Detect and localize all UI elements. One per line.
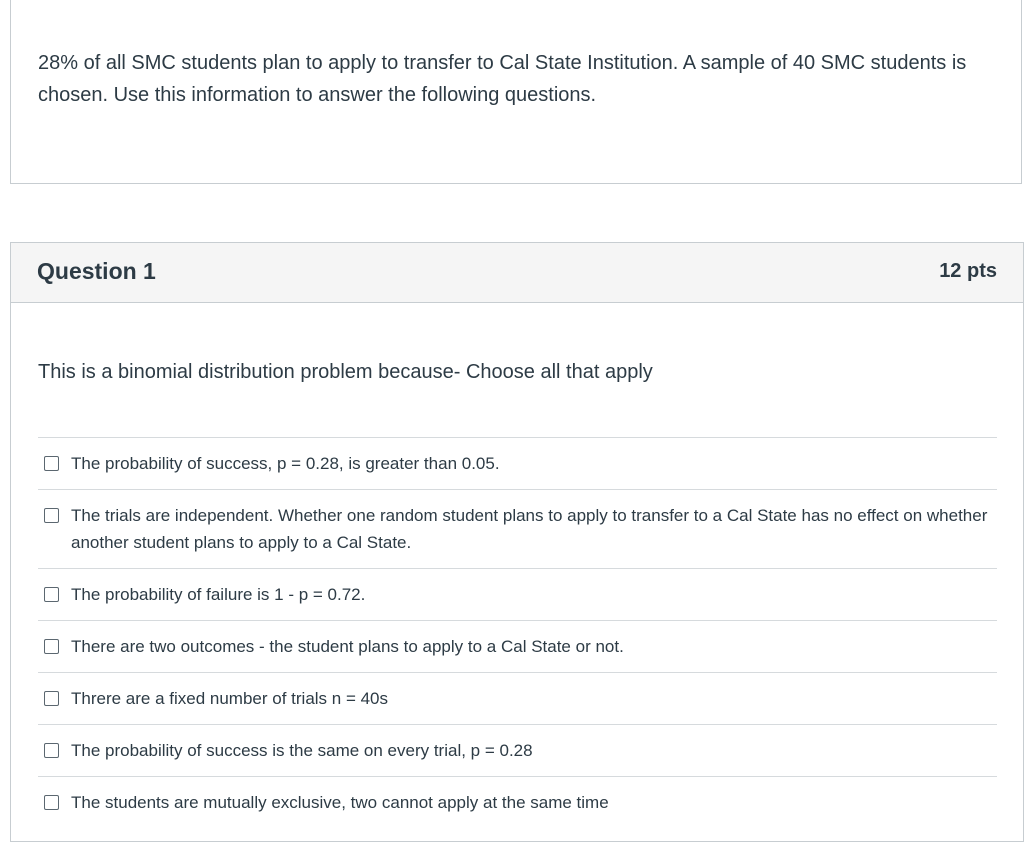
question-title: Question 1 [37,258,156,284]
answer-option[interactable] [38,776,997,828]
question-prompt: This is a binomial distribution problem because- Choose all that apply [38,361,653,383]
answer-label[interactable]: The probability of success is the same on every trial, p = 0.28 [71,741,533,760]
question-header [11,243,1023,303]
question-panel [10,242,1024,842]
checkbox[interactable] [44,587,59,602]
answer-option[interactable] [38,620,997,672]
answer-label[interactable]: There are two outcomes - the student plans to apply to a Cal State or not. [71,637,624,656]
checkbox[interactable] [44,743,59,758]
answer-option[interactable] [38,489,997,568]
checkbox[interactable] [44,639,59,654]
answer-label[interactable]: The trials are independent. Whether one random student plans to apply to transfer to a Cal State has no effect on whether another student plans to apply to a Cal State. [71,506,988,552]
stimulus-text: 28% of all SMC students plan to apply to transfer to Cal State Institution. A sample of 40 SMC students is chosen. Use this information to answer the following questions. [38,52,967,106]
answer-list [38,437,997,828]
checkbox[interactable] [44,456,59,471]
checkbox[interactable] [44,795,59,810]
stimulus-panel [10,0,1022,184]
answer-option[interactable] [38,672,997,724]
answer-label[interactable]: The students are mutually exclusive, two cannot apply at the same time [71,793,609,812]
answer-label[interactable]: The probability of success, p = 0.28, is greater than 0.05. [71,454,500,473]
checkbox[interactable] [44,691,59,706]
question-points: 12 pts [939,260,997,282]
answer-option[interactable] [38,437,997,489]
answer-option[interactable] [38,568,997,620]
answer-label[interactable]: The probability of failure is 1 - p = 0.72. [71,585,366,604]
answer-label[interactable]: Threre are a fixed number of trials n = 40s [71,689,389,708]
answer-option[interactable] [38,724,997,776]
checkbox[interactable] [44,508,59,523]
